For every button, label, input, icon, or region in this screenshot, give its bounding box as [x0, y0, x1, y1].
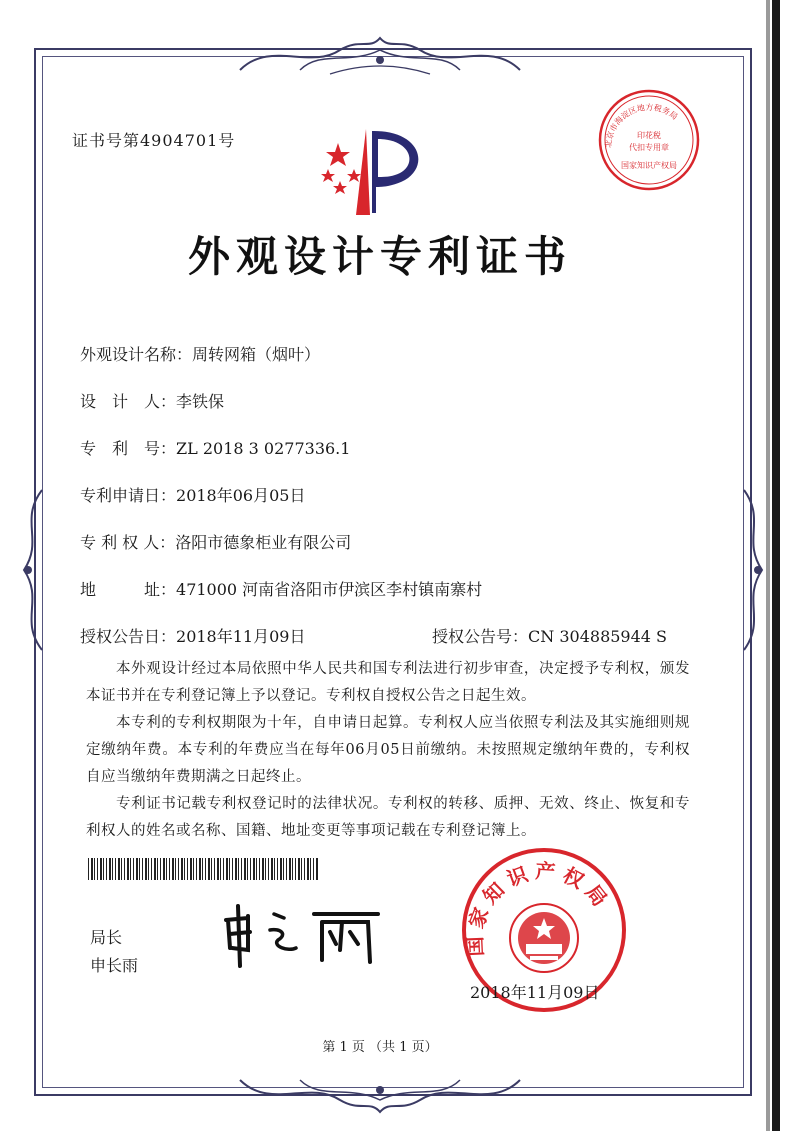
director-title: 局长: [90, 928, 123, 947]
filing-date-value: 2018年06月05日: [176, 486, 306, 505]
grant-date-label: 授权公告日：: [80, 627, 177, 646]
top-ornament: [230, 30, 530, 80]
director-name: 申长雨: [90, 956, 139, 975]
paragraph-legal-status: 专利证书记载专利权登记时的法律状况。专利权的转移、质押、无效、终止、恢复和专利权人的姓名或名称、国籍、地址变更等事项记载在专利登记簿上。: [86, 796, 690, 839]
svg-text:国家知识产权局: 国家知识产权局: [462, 858, 616, 957]
grant-number-label: 授权公告号：: [432, 627, 529, 646]
certificate-number: 证书号第4904701号: [72, 131, 236, 150]
designer-row: [80, 389, 224, 412]
svg-text:北京市海淀区地方税务局: 北京市海淀区地方税务局: [603, 102, 680, 149]
bottom-ornament: [230, 1070, 530, 1120]
design-name-label: 外观设计名称：: [80, 345, 193, 364]
paragraph-term: 本专利的专利权期限为十年，自申请日起算。专利权人应当依照专利法及其实施细则规定缴纳年费。本专利的年费应当在每年06月05日前缴纳。未按照规定缴纳年费的，专利权自应当缴纳年费期满之日起终止。: [86, 715, 690, 785]
tax-seal-stamp: [597, 88, 701, 192]
address-value: 471000 河南省洛阳市伊滨区李村镇南寨村: [176, 580, 483, 599]
patentee-label: 专 利 权 人：: [80, 533, 176, 552]
paragraph-examination: 本外观设计经过本局依照中华人民共和国专利法进行初步审查，决定授予专利权，颁发本证书并在专利登记簿上予以登记。专利权自授权公告之日起生效。: [86, 661, 690, 704]
issue-date: 2018年11月09日: [470, 983, 600, 1002]
svg-text:国家知识产权局: 国家知识产权局: [621, 161, 677, 170]
right-ornament: [740, 480, 770, 660]
barcode: [88, 858, 318, 880]
designer-value: 李铁保: [176, 392, 225, 411]
svg-text:代扣专用章: 代扣专用章: [629, 143, 669, 152]
patentee-value: 洛阳市德象柜业有限公司: [175, 533, 352, 552]
address-row: [80, 577, 482, 600]
grant-number-value: CN 304885944 S: [528, 627, 668, 646]
director-signature: [218, 900, 388, 970]
grant-date-row: [80, 624, 305, 647]
patentee-row: [80, 530, 351, 553]
certificate-title: 外观设计专利证书: [187, 232, 572, 281]
svg-text:印花税: 印花税: [637, 131, 661, 140]
grant-number-row: [432, 624, 667, 647]
filing-date-row: [80, 483, 305, 506]
filing-date-label: 专利申请日：: [80, 486, 177, 505]
grant-date-value: 2018年11月09日: [176, 627, 306, 646]
patent-office-logo-icon: [310, 125, 440, 220]
design-name-row: [80, 342, 320, 365]
patent-number-value: ZL 2018 3 0277336.1: [176, 439, 351, 458]
address-label: 地 址：: [80, 580, 177, 599]
scan-edge: [772, 0, 780, 1131]
designer-label: 设 计 人：: [80, 392, 177, 411]
patent-number-row: [80, 436, 350, 459]
design-name-value: 周转网箱（烟叶）: [192, 345, 321, 364]
patent-number-label: 专 利 号：: [80, 439, 177, 458]
left-ornament: [14, 480, 48, 660]
page-number: 第 1 页 （共 1 页）: [322, 1040, 438, 1055]
